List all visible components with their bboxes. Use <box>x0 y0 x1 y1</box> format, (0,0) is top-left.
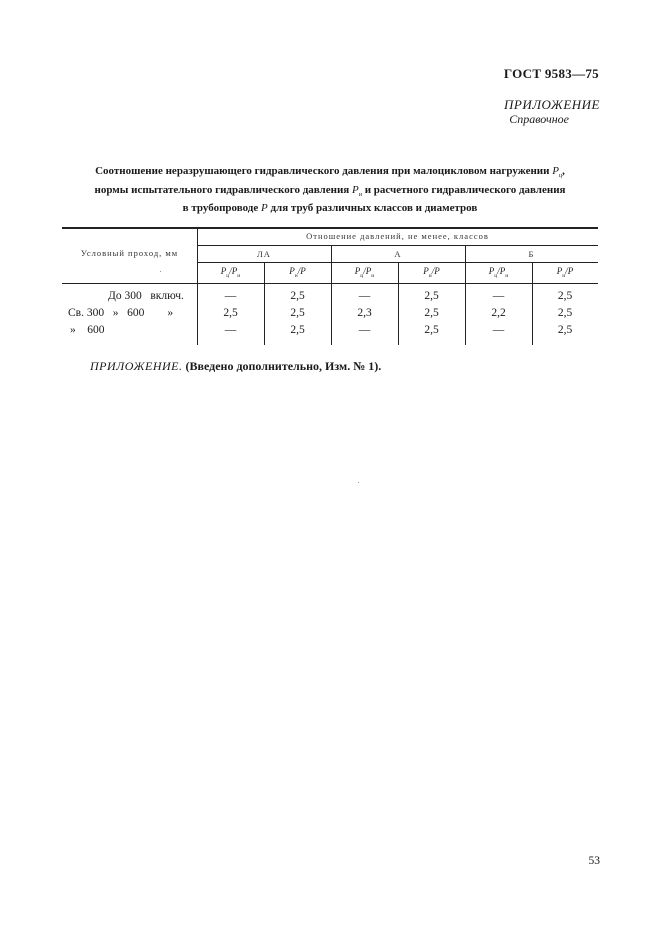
scan-speck <box>160 271 161 272</box>
ratio-header-pc-pi: $P_ц/P_и$ <box>220 266 241 279</box>
table-cell: — <box>492 290 505 302</box>
page-number: 53 <box>588 855 600 867</box>
caption-symbol: P <box>552 165 559 177</box>
ratio-header-pc-pi: $P_ц/P_и$ <box>354 266 375 279</box>
row-label-up-to-300: До 300 включ. <box>108 290 184 302</box>
ratio-symbol: P <box>488 266 495 276</box>
note-italic: ПРИЛОЖЕНИЕ. <box>90 359 183 373</box>
ratio-symbol: P <box>423 266 429 276</box>
table-cell: 2,5 <box>290 290 305 302</box>
ratio-symbol: P <box>231 266 238 276</box>
table-cell: 2,5 <box>424 290 439 302</box>
note-bold: (Введено дополнительно, Изм. № 1). <box>185 359 382 373</box>
caption-text: нормы испытательного гидравлического давления <box>94 183 350 196</box>
caption-text: Соотношение неразрушающего гидравлического давления при малоцикловом нагружении <box>95 165 550 177</box>
scan-speck <box>358 482 359 483</box>
ratio-subscript: и <box>428 272 432 279</box>
ratio-subscript: ц <box>226 272 230 279</box>
ratio-header-pc-pi: $P_ц/P_и$ <box>488 266 509 279</box>
appendix-type: Справочное <box>509 112 569 126</box>
ratio-symbol: P <box>556 266 563 276</box>
caption-symbol: P <box>261 202 268 215</box>
caption-line-3 <box>80 202 580 216</box>
appendix-title: ПРИЛОЖЕНИЕ <box>504 97 600 112</box>
table-cell: 2,5 <box>290 324 305 336</box>
ratio-subscript: и <box>371 272 375 279</box>
table-caption <box>80 165 580 216</box>
ratio-subscript: и <box>562 272 566 279</box>
table-cell: 2,2 <box>491 307 506 319</box>
caption-subscript: и <box>358 191 362 198</box>
ratio-symbol: P <box>365 266 372 276</box>
class-header-b: Б <box>528 249 535 259</box>
table-cell: 2,5 <box>223 307 238 319</box>
table-cell: 2,5 <box>557 324 573 336</box>
ratio-subscript: ц <box>360 272 364 279</box>
table-cell: 2,5 <box>290 307 305 319</box>
table-cell: 2,5 <box>424 324 439 336</box>
amendment-note <box>90 359 381 374</box>
caption-text: в трубопроводе <box>182 202 259 215</box>
table-cell: 2,5 <box>557 290 573 302</box>
class-header-la: ЛА <box>257 249 271 259</box>
table-cell: — <box>358 290 371 302</box>
ratio-symbol: P <box>289 266 295 276</box>
caption-line-1: Соотношение неразрушающего гидравлического давления при малоцикловом нагружении $P_ц$, <box>95 165 565 180</box>
caption-text: и расчетного гидравлического давления <box>364 183 566 196</box>
document-id: ГОСТ 9583—75 <box>503 66 599 81</box>
ratio-symbol: P <box>499 266 506 276</box>
ratio-header-pi-p: $P_и/P$ <box>556 266 574 279</box>
ratio-subscript: и <box>505 272 509 279</box>
table-cell: — <box>224 290 237 302</box>
header-bottom-rule <box>62 283 598 284</box>
ratio-symbol: P <box>354 266 361 276</box>
table-cell: — <box>224 324 237 336</box>
table-cell: 2,3 <box>357 307 372 319</box>
column-group-header: Отношение давлений, не менее, классов <box>306 231 489 241</box>
caption-text: для труб различных классов и диаметров <box>270 202 478 215</box>
ratio-subscript: и <box>294 272 298 279</box>
row-label-300-600: Св. 300 » 600 » <box>68 307 174 319</box>
ratio-symbol: P <box>220 266 227 276</box>
ratio-header-pi-p: $P_и/P$ <box>289 266 306 279</box>
caption-line-2 <box>80 184 580 203</box>
table-cell: — <box>492 324 505 336</box>
class-header-a: А <box>394 249 402 259</box>
caption-symbol: P <box>351 183 359 196</box>
ratio-symbol: P <box>434 266 440 276</box>
table-top-rule <box>62 227 598 229</box>
row-label-over-600: » 600 <box>70 324 105 336</box>
table-cell: — <box>358 324 371 336</box>
table-cell: 2,5 <box>557 307 573 319</box>
ratio-subscript: ц <box>494 272 498 279</box>
ratio-subscript: и <box>237 272 241 279</box>
ratio-symbol: P <box>300 266 306 276</box>
ratio-symbol: P <box>567 266 574 276</box>
column-header-diameter: Условный проход, мм <box>80 248 179 258</box>
caption-subscript: ц <box>558 173 563 180</box>
group-header-rule <box>197 245 598 246</box>
ratio-header-pi-p: $P_и/P$ <box>423 266 440 279</box>
table-cell: 2,5 <box>424 307 439 319</box>
